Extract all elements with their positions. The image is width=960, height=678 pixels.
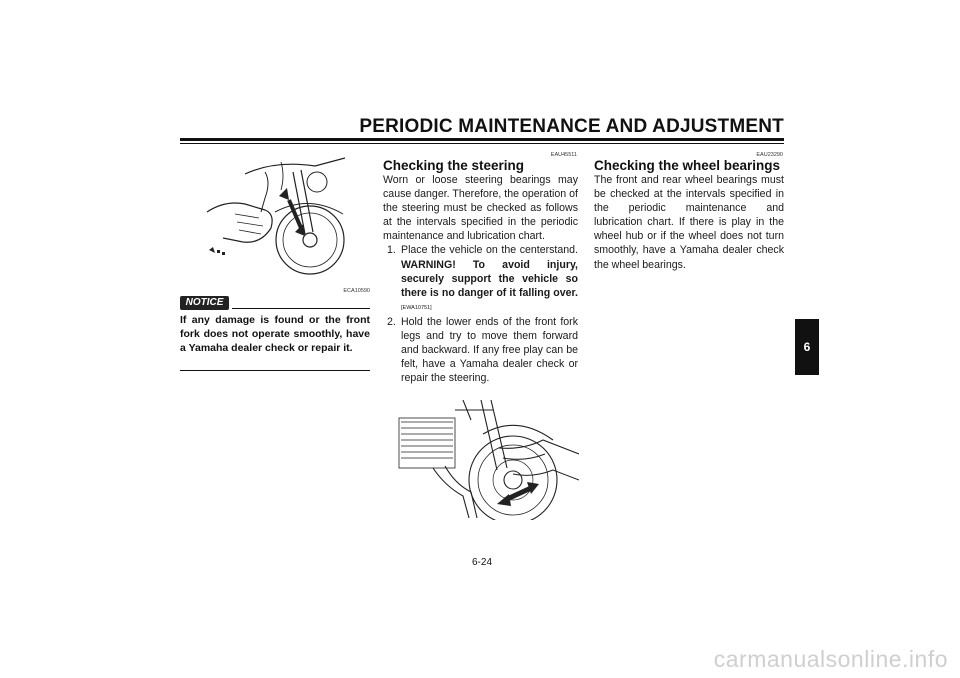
steering-title: Checking the steering	[383, 158, 525, 173]
step-2-text: Hold the lower ends of the front fork legs and try to move them forward and backward. If any free play can be felt, have a Yamaha dealer check or repair the steering.	[401, 315, 578, 385]
steering-intro: Worn or loose steering bearings may cause danger. Therefore, the operation of the steering must be checked as follows at the intervals specified in the periodic maintenance and lubrication chart.	[383, 174, 578, 243]
wheel-bearings-section	[594, 158, 784, 272]
chapter-tab: 6	[795, 319, 819, 375]
wheel-bearings-text: The front and rear wheel bearings must be checked at the intervals specified in the periodic maintenance and lubrication chart. If there is play in the wheel hub or if the wheel does not turn smoothly, have a Yamaha dealer check the wheel bearings.	[594, 174, 784, 271]
notice-rule	[232, 308, 370, 309]
step-1-number: 1.	[387, 244, 396, 257]
figure-code: ECA10590	[343, 288, 370, 294]
wheel-bearings-code: EAU23290	[756, 152, 783, 158]
steering-section	[383, 158, 578, 385]
steering-code: EAU45511	[550, 152, 577, 158]
step-1-text: Place the vehicle on the centerstand.	[401, 244, 578, 257]
page-header-title: PERIODIC MAINTENANCE AND ADJUSTMENT	[359, 116, 784, 137]
notice-badge: NOTICE	[180, 296, 229, 310]
steering-check-illustration	[393, 400, 579, 520]
wheel-bearings-title: Checking the wheel bearings	[594, 158, 781, 173]
header-rule	[180, 138, 784, 141]
watermark: carmanualsonline.info	[713, 646, 948, 672]
step-1-warning-code: [EWA10751]	[401, 304, 432, 311]
steering-step-2	[383, 315, 578, 385]
notice-bottom-rule	[180, 370, 370, 371]
step-1-warning: WARNING! To avoid injury, securely support the vehicle so there is no danger of it falling over.	[401, 258, 578, 299]
header-rule-thin	[180, 143, 784, 144]
fork-check-illustration	[205, 152, 360, 277]
step-2-number: 2.	[387, 315, 396, 328]
notice-text: If any damage is found or the front fork does not operate smoothly, have a Yamaha dealer check or repair it.	[180, 314, 370, 354]
page-number: 6-24	[471, 557, 492, 568]
steering-step-1	[383, 243, 578, 314]
